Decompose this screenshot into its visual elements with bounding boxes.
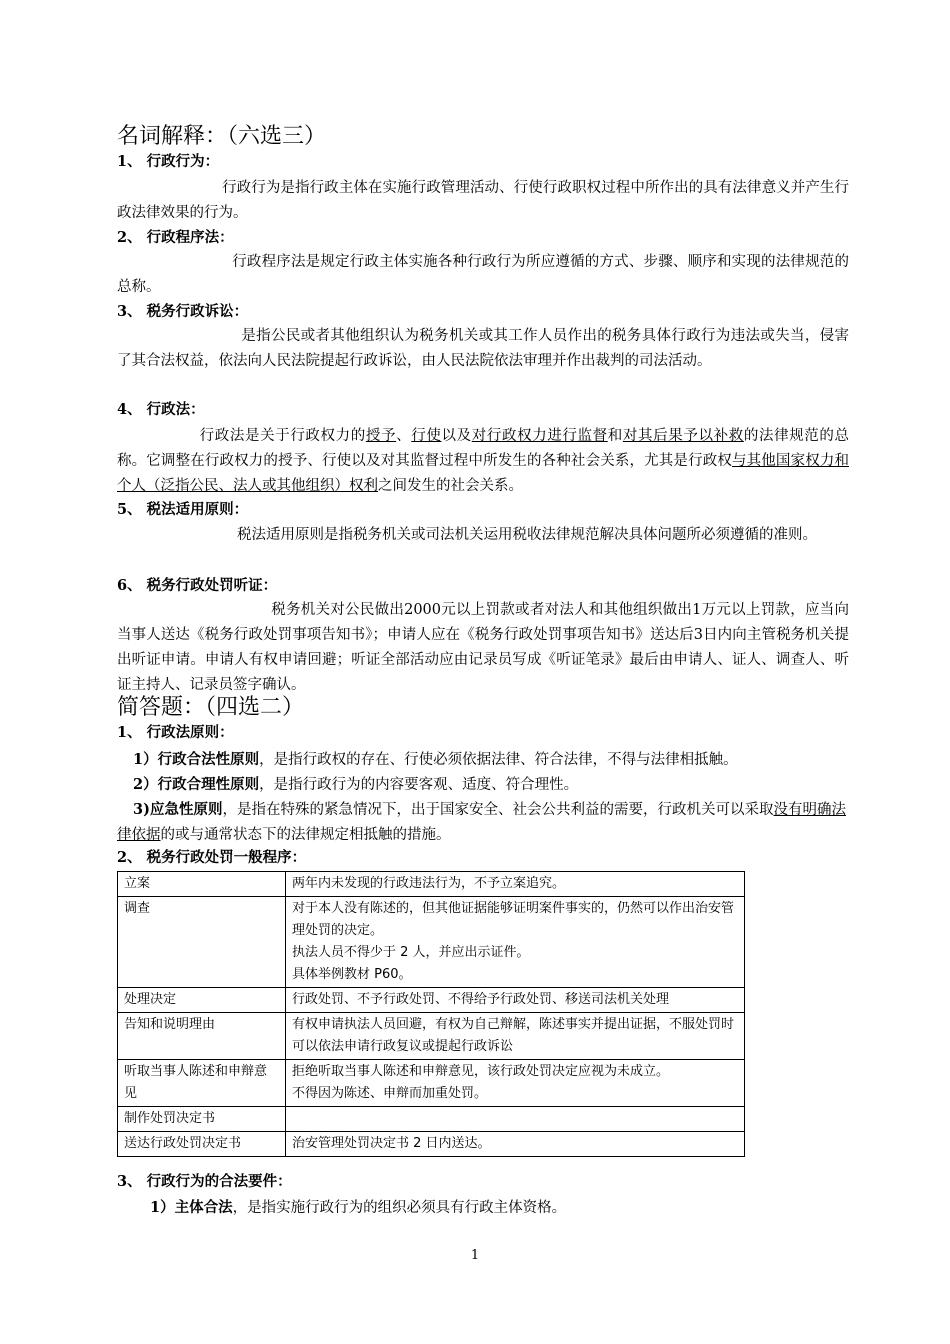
requirement-item: 1）主体合法，是指实施行政行为的组织必须具有行政主体资格。 bbox=[150, 1199, 567, 1216]
table-row bbox=[118, 1060, 745, 1107]
term-definition: 行政行为是指行政主体在实施行政管理活动、行使行政职权过程中所作出的具有法律意义并产生行政法律效果的行为。 bbox=[117, 180, 849, 221]
table-row bbox=[118, 988, 745, 1013]
principle-item: 3)应急性原则，是指在特殊的紧急情况下，出于国家安全、社会公共利益的需要，行政机关可以采取没有明确法律依据的或与通常状态下的法律规定相抵触的措施。 bbox=[117, 801, 846, 843]
step-cell: 立案 bbox=[118, 872, 286, 897]
step-cell: 调查 bbox=[118, 897, 286, 988]
term-definition: 税法适用原则是指税务机关或司法机关运用税收法律规范解决具体问题所必须遵循的准则。 bbox=[237, 527, 817, 543]
term-heading: 3、 税务行政诉讼： bbox=[117, 303, 249, 320]
table-row bbox=[118, 1132, 745, 1157]
desc-cell: 两年内未发现的行政违法行为，不予立案追究。 bbox=[286, 872, 745, 897]
term-heading: 2、 行政程序法： bbox=[117, 229, 234, 246]
desc-cell: 治安管理处罚决定书 2 日内送达。 bbox=[286, 1132, 745, 1157]
term-definition: 行政程序法是规定行政主体实施各种行政行为所应遵循的方式、步骤、顺序和实现的法律规范的总称。 bbox=[117, 254, 849, 295]
procedure-table bbox=[117, 871, 745, 1157]
term-heading: 6、 税务行政处罚听证： bbox=[117, 577, 278, 594]
desc-cell: 对于本人没有陈述的，但其他证据能够证明案件事实的，仍然可以作出治安管理处罚的决定。 执法人员不得少于 2 人，并应出示证件。 具体举例教材 P60。 bbox=[286, 897, 745, 988]
step-cell: 制作处罚决定书 bbox=[118, 1107, 286, 1132]
step-cell: 听取当事人陈述和申辩意见 bbox=[118, 1060, 286, 1107]
step-cell: 处理决定 bbox=[118, 988, 286, 1013]
table-row bbox=[118, 1107, 745, 1132]
desc-cell: 有权申请执法人员回避，有权为自己辩解，陈述事实并提出证据，不服处罚时可以依法申请行政复议或提起行政诉讼 bbox=[286, 1013, 745, 1060]
table-row bbox=[118, 872, 745, 897]
section-title-terms: 名词解释：（六选三） bbox=[117, 124, 327, 149]
table-row bbox=[118, 1013, 745, 1060]
page-number: 1 bbox=[470, 1248, 480, 1263]
term-heading: 5、 税法适用原则： bbox=[117, 501, 249, 518]
table-row bbox=[118, 897, 745, 988]
principle-item: 1）行政合法性原则，是指行政权的存在、行使必须依据法律、符合法律，不得与法律相抵触。 bbox=[133, 751, 738, 768]
desc-cell bbox=[286, 1107, 745, 1132]
question-heading: 3、 行政行为的合法要件： bbox=[117, 1173, 292, 1190]
question-heading: 2、 税务行政处罚一般程序： bbox=[117, 849, 307, 866]
question-heading: 1、 行政法原则： bbox=[117, 724, 234, 741]
term-heading: 1、 行政行为： bbox=[117, 153, 220, 170]
section-title-short-answer: 简答题：（四选二） bbox=[117, 695, 305, 720]
desc-cell: 拒绝听取当事人陈述和申辩意见，该行政处罚决定应视为未成立。 不得因为陈述、申辩而加重处罚。 bbox=[286, 1060, 745, 1107]
term-definition: 是指公民或者其他组织认为税务机关或其工作人员作出的税务具体行政行为违法或失当，侵害了其合法权益，依法向人民法院提起行政诉讼，由人民法院依法审理并作出裁判的司法活动。 bbox=[117, 328, 849, 369]
principle-item: 2）行政合理性原则，是指行政行为的内容要客观、适度、符合理性。 bbox=[133, 776, 579, 793]
term-definition: 行政法是关于行政权力的授予、行使以及对行政权力进行监督和对其后果予以补救的法律规范的总称。它调整在行政权力的授予、行使以及对其监督过程中所发生的各种社会关系，尤其是行政权与其他国家权力和个人（泛指公民、法人或其他组织）权利之间发生的社会关系。 bbox=[117, 428, 850, 494]
desc-cell: 行政处罚、不予行政处罚、不得给予行政处罚、移送司法机关处理 bbox=[286, 988, 745, 1013]
step-cell: 告知和说明理由 bbox=[118, 1013, 286, 1060]
step-cell: 送达行政处罚决定书 bbox=[118, 1132, 286, 1157]
term-heading: 4、 行政法： bbox=[117, 401, 205, 418]
term-definition: 税务机关对公民做出2000元以上罚款或者对法人和其他组织做出1万元以上罚款，应当向当事人送达《税务行政处罚事项告知书》；申请人应在《税务行政处罚事项告知书》送达后3日内向主管税务机关提出听证申请。申请人有权申请回避；听证全部活动应由记录员写成《听证笔录》最后由申请人、证人、调查人、听证主持人、记录员签字确认。 bbox=[117, 602, 849, 693]
